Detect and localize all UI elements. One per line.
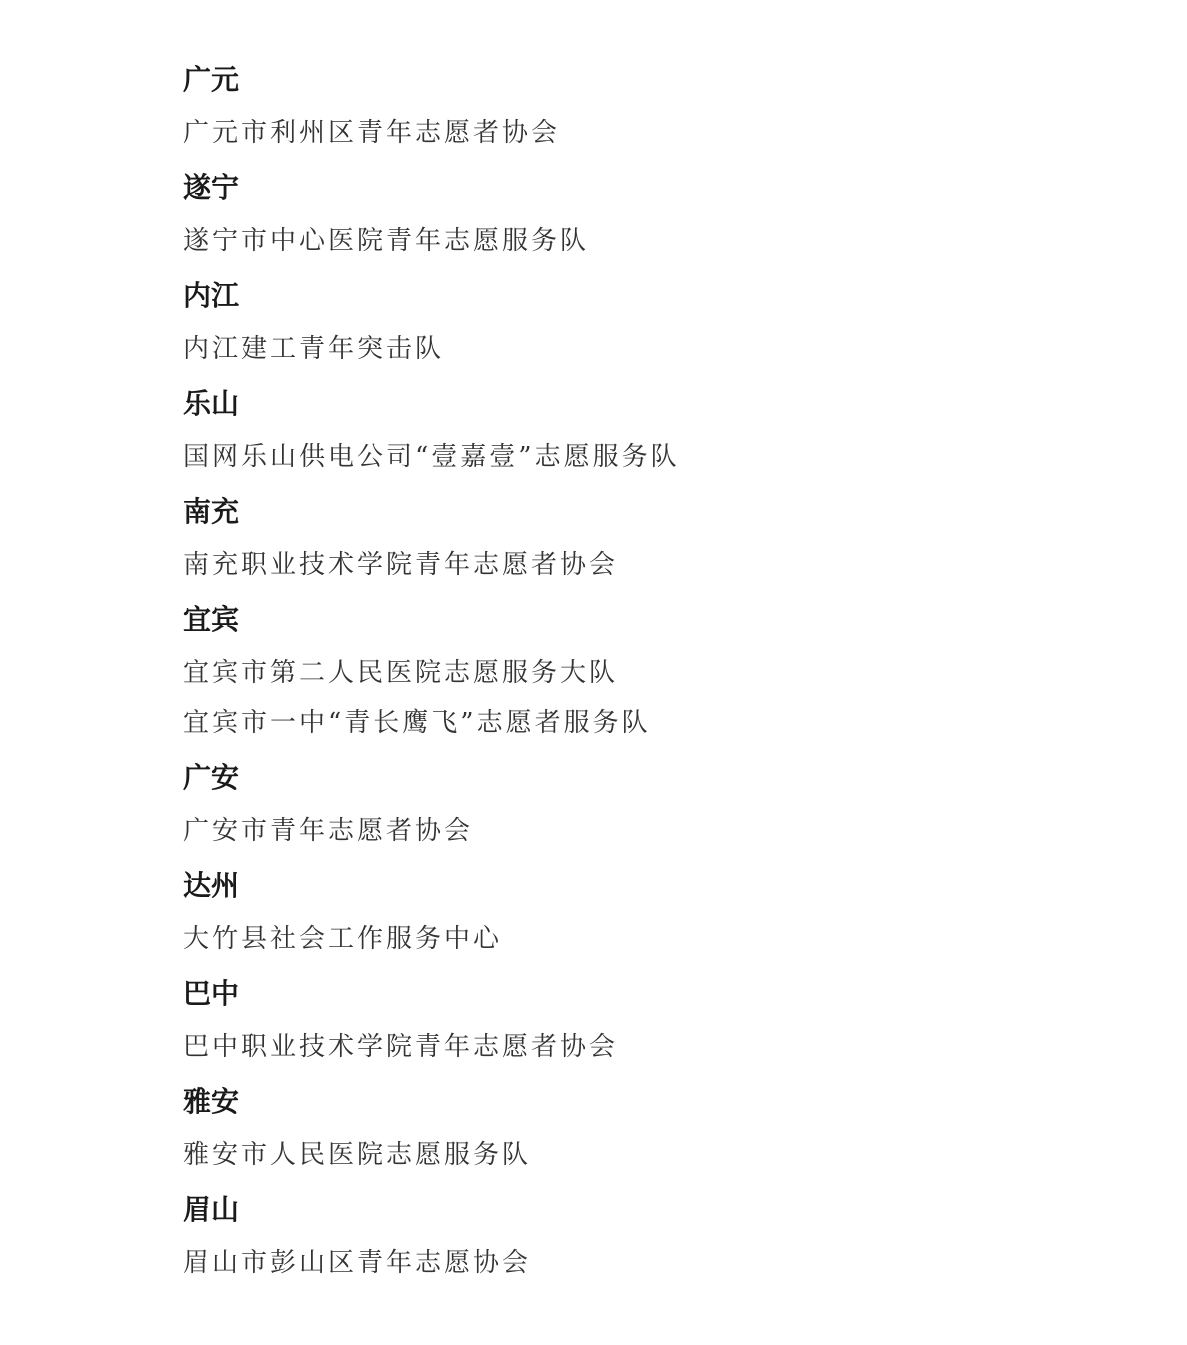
organization-entry: 眉山市彭山区青年志愿协会 xyxy=(183,1248,532,1278)
region-guangyuan xyxy=(183,62,1083,150)
region-yaan xyxy=(183,1084,1083,1172)
organization-entry: 内江建工青年突击队 xyxy=(183,334,445,364)
organization-entry: 南充职业技术学院青年志愿者协会 xyxy=(183,550,619,580)
region-title: 雅安 xyxy=(183,1085,240,1118)
region-guangan xyxy=(183,760,1083,848)
region-title: 南充 xyxy=(183,495,240,528)
region-title: 广安 xyxy=(183,761,240,794)
region-title: 宜宾 xyxy=(183,603,240,636)
organization-entry: 宜宾市一中“青长鹰飞”志愿者服务队 xyxy=(183,708,651,738)
organization-entry: 宜宾市第二人民医院志愿服务大队 xyxy=(183,658,619,688)
organization-entry: 雅安市人民医院志愿服务队 xyxy=(183,1140,532,1170)
region-title: 广元 xyxy=(183,63,240,96)
region-title: 巴中 xyxy=(183,977,240,1010)
organization-entry: 广元市利州区青年志愿者协会 xyxy=(183,118,561,148)
region-suining xyxy=(183,170,1083,258)
region-leshan xyxy=(183,386,1083,474)
region-dazhou xyxy=(183,868,1083,956)
organization-entry: 大竹县社会工作服务中心 xyxy=(183,924,503,954)
region-bazhong xyxy=(183,976,1083,1064)
region-title: 内江 xyxy=(183,279,240,312)
region-title: 达州 xyxy=(183,869,240,902)
region-yibin xyxy=(183,602,1083,740)
region-title: 乐山 xyxy=(183,387,240,420)
document-body xyxy=(183,62,1083,1300)
region-title: 眉山 xyxy=(183,1193,240,1226)
region-neijiang xyxy=(183,278,1083,366)
region-nanchong xyxy=(183,494,1083,582)
organization-entry: 巴中职业技术学院青年志愿者协会 xyxy=(183,1032,619,1062)
organization-entry: 国网乐山供电公司“壹嘉壹”志愿服务队 xyxy=(183,442,680,472)
organization-entry: 遂宁市中心医院青年志愿服务队 xyxy=(183,226,590,256)
region-title: 遂宁 xyxy=(183,171,240,204)
organization-entry: 广安市青年志愿者协会 xyxy=(183,816,474,846)
region-meishan xyxy=(183,1192,1083,1280)
